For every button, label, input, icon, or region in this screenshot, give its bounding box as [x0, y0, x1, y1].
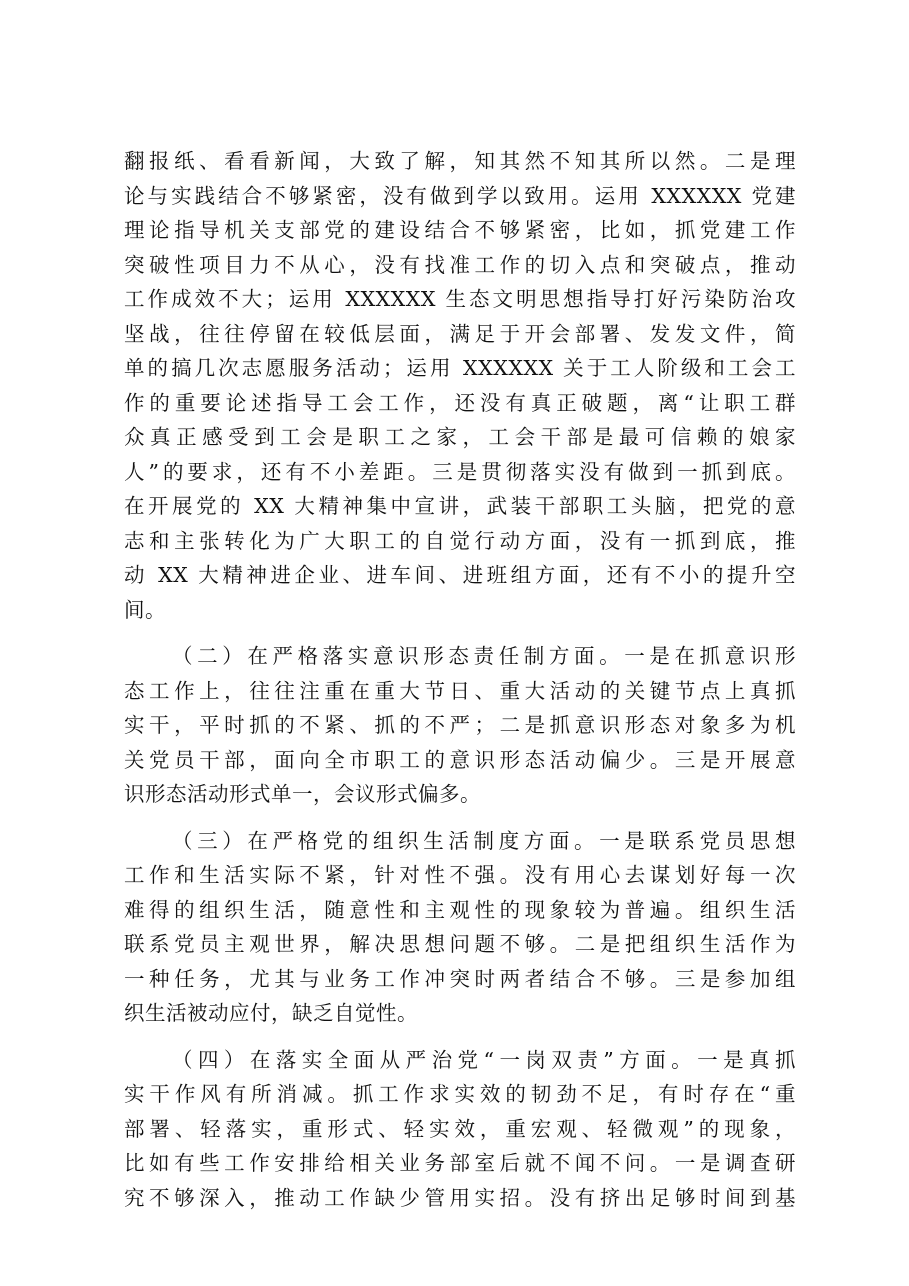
text-line: 在开展党的 XX 大精神集中宣讲，武装干部职工头脑，把党的意	[124, 494, 796, 518]
text-line: 联系党员主观世界，解决思想问题不够。二是把组织生活作为	[124, 932, 796, 956]
text-line: 工作和生活实际不紧，针对性不强。没有用心去谋划好每一次	[124, 863, 796, 887]
text-line: 坚战，往往停留在较低层面，满足于开会部署、发发文件，简	[124, 321, 796, 346]
text-line: 志和主张转化为广大职工的自觉行动方面，没有一抓到底，推	[124, 528, 796, 553]
text-line: 间。	[124, 597, 166, 622]
text-line: 部署、轻落实，重形式、轻实效，重宏观、轻微观”的现象，	[124, 1116, 796, 1141]
text-line: 难得的组织生活，随意性和主观性的现象较为普遍。组织生活	[124, 897, 796, 922]
text-line: 识形态活动形式单一，会议形式偏多。	[124, 782, 481, 806]
text-line: 关党员干部，面向全市职工的意识形态活动偏少。三是开展意	[124, 747, 796, 772]
paragraph-spacer	[124, 1031, 796, 1043]
text-line: 实干作风有所消减。抓工作求实效的韧劲不足，有时存在“重	[124, 1082, 796, 1106]
text-line: 单的搞几次志愿服务活动；运用 XXXXXX 关于工人阶级和工会工	[124, 356, 796, 380]
paragraph-strict-governance	[124, 1043, 796, 1216]
text-line: 一种任务，尤其与业务工作冲突时两者结合不够。三是参加组	[124, 966, 796, 991]
text-line: 突破性项目力不从心，没有找准工作的切入点和突破点，推动	[124, 252, 796, 277]
text-line: 人”的要求，还有不小差距。三是贯彻落实没有做到一抓到底。	[124, 459, 796, 484]
text-line: （三）在严格党的组织生活制度方面。一是联系党员思想	[172, 828, 796, 853]
document-body	[124, 144, 796, 1215]
text-line: 织生活被动应付，缺乏自觉性。	[124, 1001, 418, 1025]
text-line: 作的重要论述指导工会工作，还没有真正破题，离“让职工群	[124, 390, 796, 415]
paragraph-spacer	[124, 812, 796, 824]
text-line: 究不够深入，推动工作缺少管用实招。没有挤出足够时间到基	[124, 1185, 796, 1210]
paragraph-organization-life	[124, 824, 796, 1031]
text-line: 理论指导机关支部党的建设结合不够紧密，比如，抓党建工作	[124, 218, 796, 242]
text-line: 比如有些工作安排给相关业务部室后就不闻不问。一是调查研	[124, 1151, 796, 1175]
text-line: （二）在严格落实意识形态责任制方面。一是在抓意识形	[172, 644, 796, 668]
text-line: 实干，平时抓的不紧、抓的不严；二是抓意识形态对象多为机	[124, 713, 796, 737]
text-line: 动 XX 大精神进企业、进车间、进班组方面，还有不小的提升空	[124, 563, 796, 587]
paragraph-continuation	[124, 144, 796, 627]
text-line: 论与实践结合不够紧密，没有做到学以致用。运用 XXXXXX 党建	[124, 183, 796, 208]
text-line: 态工作上，往往注重在重大节日、重大活动的关键节点上真抓	[124, 678, 796, 703]
text-line: 众真正感受到工会是职工之家，工会干部是最可信赖的娘家	[124, 425, 796, 449]
paragraph-spacer	[124, 627, 796, 639]
paragraph-ideology-responsibility	[124, 639, 796, 812]
text-line: 翻报纸、看看新闻，大致了解，知其然不知其所以然。二是理	[124, 149, 796, 173]
text-line: （四）在落实全面从严治党“一岗双责”方面。一是真抓	[172, 1047, 796, 1072]
text-line: 工作成效不大；运用 XXXXXX 生态文明思想指导打好污染防治攻	[124, 287, 796, 311]
